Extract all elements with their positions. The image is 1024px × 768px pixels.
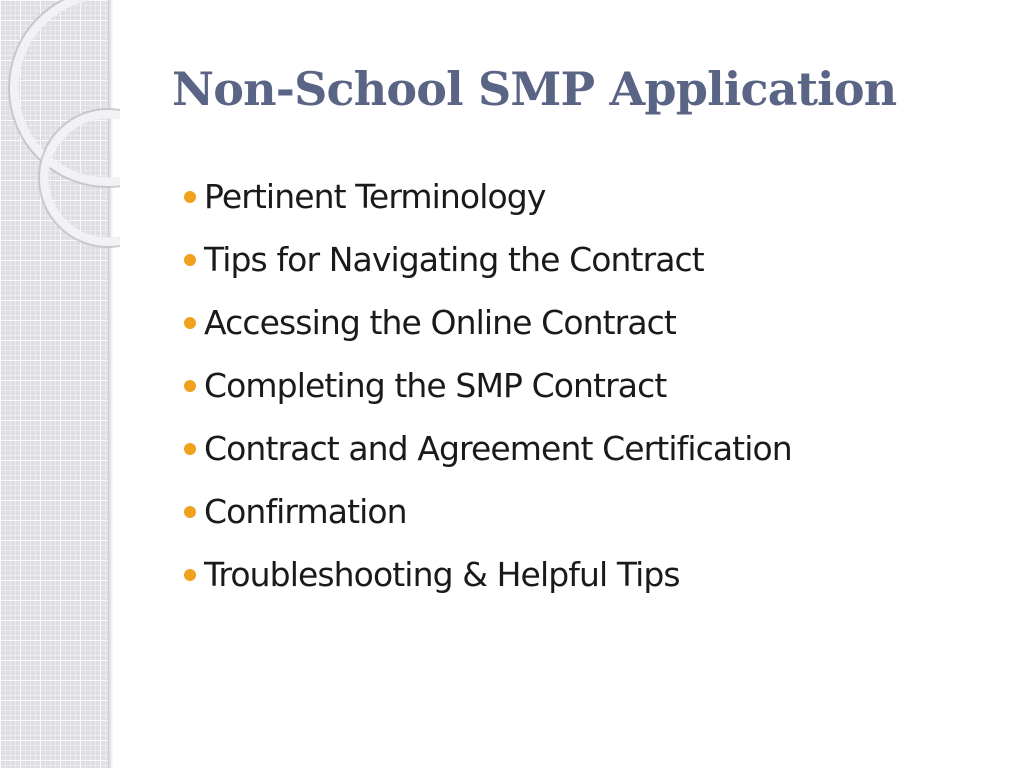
- list-item: [184, 291, 792, 354]
- list-item: [184, 354, 792, 417]
- bullet-text: Tips for Navigating the Contract: [204, 240, 704, 279]
- bullet-text: Troubleshooting & Helpful Tips: [204, 555, 680, 594]
- bullet-dot-icon: [184, 569, 196, 581]
- list-item: [184, 417, 792, 480]
- bullet-dot-icon: [184, 443, 196, 455]
- bullet-dot-icon: [184, 506, 196, 518]
- bullet-text: Contract and Agreement Certification: [204, 429, 792, 468]
- list-item: [184, 228, 792, 291]
- list-item: [184, 165, 792, 228]
- bullet-dot-icon: [184, 191, 196, 203]
- list-item: [184, 480, 792, 543]
- bullet-text: Accessing the Online Contract: [204, 303, 676, 342]
- decorative-rings: [0, 0, 120, 260]
- bullet-text: Completing the SMP Contract: [204, 366, 667, 405]
- bullet-dot-icon: [184, 380, 196, 392]
- large-ring-shadow: [9, 0, 120, 187]
- bullet-dot-icon: [184, 317, 196, 329]
- bullet-text: Pertinent Terminology: [204, 177, 546, 216]
- bullet-dot-icon: [184, 254, 196, 266]
- slide-title: Non-School SMP Application: [172, 62, 897, 116]
- list-item: [184, 543, 792, 606]
- bullet-list: [184, 165, 792, 606]
- bullet-text: Confirmation: [204, 492, 407, 531]
